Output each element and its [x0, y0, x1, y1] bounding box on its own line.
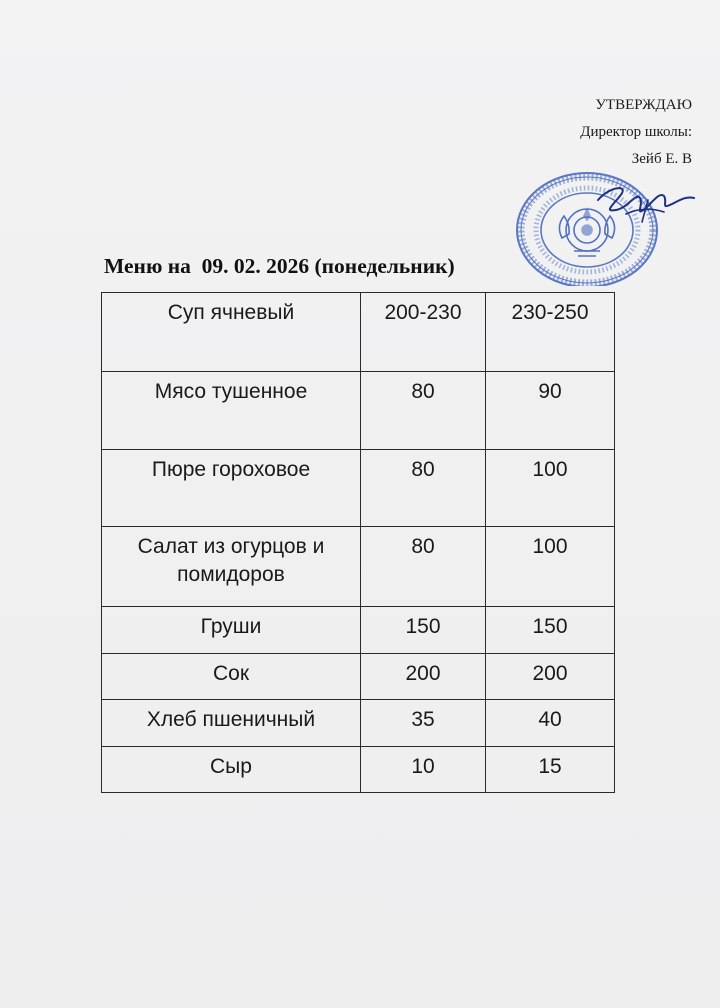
table-row — [102, 607, 615, 654]
portion-small-cell: 200 — [361, 654, 486, 700]
table-row — [102, 293, 615, 372]
dish-cell: Суп ячневый — [102, 293, 361, 372]
portion-large-cell: 150 — [486, 607, 615, 654]
table-row — [102, 372, 615, 450]
portion-small-cell: 200-230 — [361, 293, 486, 372]
portion-large-cell: 230-250 — [486, 293, 615, 372]
dish-cell: Мясо тушенное — [102, 372, 361, 450]
director-name: Зейб Е. В — [631, 151, 692, 167]
approval-label: УТВЕРЖДАЮ — [595, 97, 692, 113]
portion-large-cell: 100 — [486, 527, 615, 607]
menu-table — [101, 292, 615, 793]
dish-cell: Салат из огурцов и помидоров — [102, 527, 361, 607]
dish-cell: Пюре гороховое — [102, 450, 361, 527]
table-row — [102, 527, 615, 607]
dish-cell: Груши — [102, 607, 361, 654]
portion-large-cell: 40 — [486, 700, 615, 747]
portion-large-cell: 200 — [486, 654, 615, 700]
portion-large-cell: 100 — [486, 450, 615, 527]
table-row — [102, 450, 615, 527]
portion-large-cell: 15 — [486, 747, 615, 793]
portion-small-cell: 10 — [361, 747, 486, 793]
director-signature — [590, 178, 700, 228]
dish-cell: Сыр — [102, 747, 361, 793]
dish-cell: Хлеб пшеничный — [102, 700, 361, 747]
menu-title: Меню на 09. 02. 2026 (понедельник) — [104, 254, 455, 278]
portion-large-cell: 90 — [486, 372, 615, 450]
table-row — [102, 747, 615, 793]
director-position: Директор школы: — [580, 124, 692, 140]
dish-cell: Сок — [102, 654, 361, 700]
approval-block — [580, 92, 692, 173]
table-row — [102, 654, 615, 700]
portion-small-cell: 80 — [361, 450, 486, 527]
table-row — [102, 700, 615, 747]
portion-small-cell: 35 — [361, 700, 486, 747]
portion-small-cell: 80 — [361, 372, 486, 450]
portion-small-cell: 150 — [361, 607, 486, 654]
portion-small-cell: 80 — [361, 527, 486, 607]
